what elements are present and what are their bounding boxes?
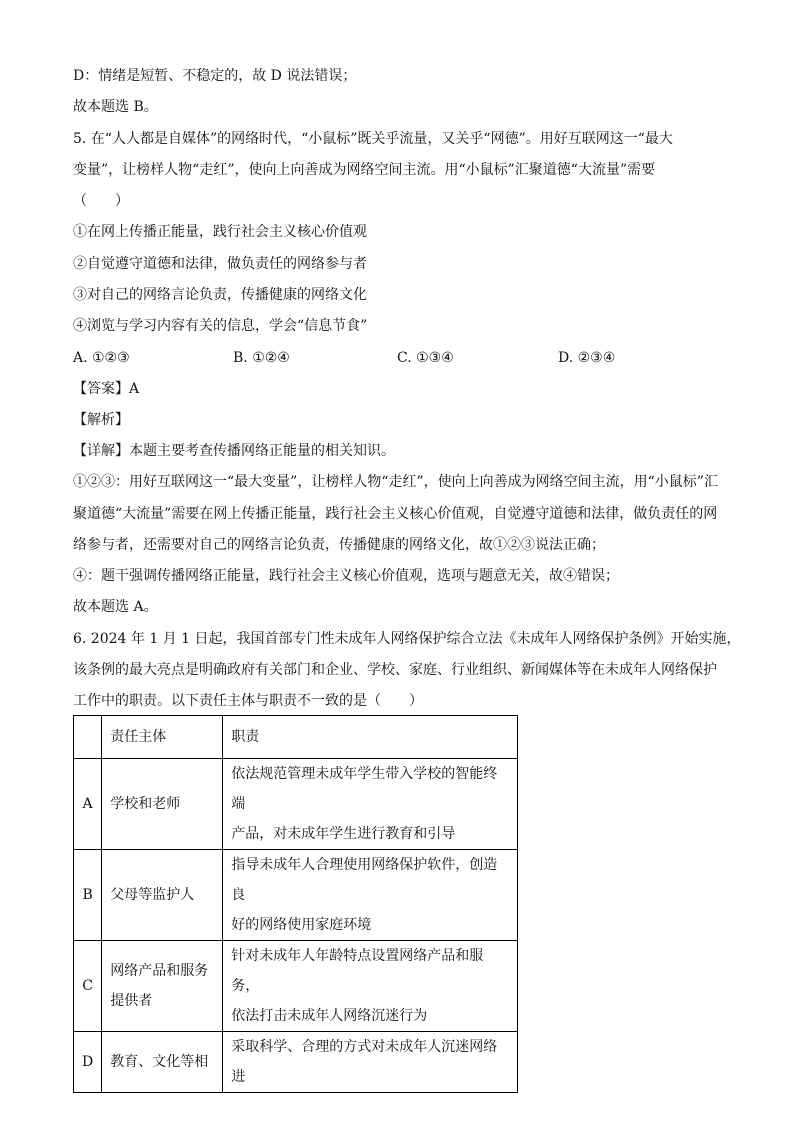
subject-text: 父母等监护人 <box>110 887 195 903</box>
duty-text: 针对未成年人年龄特点设置网络产品和服务， <box>231 948 484 994</box>
row-label: A <box>74 759 102 850</box>
option-c: C. ①③④ <box>397 350 454 366</box>
detail-line: 【详解】本题主要考查传播网络正能量的相关知识。 <box>73 443 395 459</box>
duty-text: 依法规范管理未成年学生带入学校的智能终端 <box>231 766 498 812</box>
analysis-heading: 【解析】 <box>73 412 129 428</box>
subject-cell <box>102 850 223 941</box>
table-row <box>74 941 518 1032</box>
duty-cell <box>223 1032 518 1093</box>
subject-text: 网络产品和服务 <box>110 963 209 979</box>
question-6-stem: 该条例的最大亮点是明确政府有关部门和企业、学校、家庭、行业组织、新闻媒体等在未成年人网络保护 <box>73 662 717 678</box>
row-label: B <box>74 850 102 941</box>
subject-text: 教育、文化等相 <box>110 1054 209 1070</box>
text-line: D：情绪是短暂、不稳定的，故 D 说法错误； <box>73 68 357 84</box>
subject-cell <box>102 759 223 850</box>
option-d: D. ②③④ <box>558 350 616 366</box>
duty-cell <box>223 850 518 941</box>
row-label: C <box>74 941 102 1032</box>
table-row <box>74 1032 518 1093</box>
explanation-line: 聚道德“大流量”需要在网上传播正能量，践行社会主义核心价值观，自觉遵守道德和法律，做负责任的网 <box>73 506 718 522</box>
table-row <box>74 850 518 941</box>
question-5-stem: 5. 在“人人都是自媒体”的网络时代，“小鼠标”既关乎流量，又关乎“网德”。用好互联网这一“最大 <box>73 131 673 147</box>
option-b: B. ①②④ <box>233 350 290 366</box>
row-label: D <box>74 1032 102 1093</box>
statement-2: ②自觉遵守道德和法律，做负责任的网络参与者 <box>73 256 367 272</box>
header-cell-blank <box>74 716 102 759</box>
responsibility-table <box>73 715 518 1093</box>
statement-1: ①在网上传播正能量，践行社会主义核心价值观 <box>73 224 367 240</box>
table-row <box>74 759 518 850</box>
explanation-line: 络参与者，还需要对自己的网络言论负责，传播健康的网络文化，故①②③说法正确； <box>73 537 605 553</box>
statement-4: ④浏览与学习内容有关的信息，学会“信息节食” <box>73 318 368 334</box>
statement-3: ③对自己的网络言论负责，传播健康的网络文化 <box>73 287 367 303</box>
subject-text: 提供者 <box>110 993 153 1009</box>
duty-cell <box>223 941 518 1032</box>
explanation-line: ①②③：用好互联网这一“最大变量”，让榜样人物“走红”，使向上向善成为网络空间主流，用“小鼠标”汇 <box>73 474 718 490</box>
text-line: 故本题选 B。 <box>73 99 158 115</box>
duty-text: 依法打击未成年人网络沉迷行为 <box>231 1008 428 1024</box>
duty-text: 好的网络使用家庭环境 <box>231 917 372 933</box>
answer-line: 【答案】A <box>73 381 140 397</box>
header-cell-duty: 职责 <box>223 716 518 759</box>
question-6-stem: 6. 2024 年 1 月 1 日起，我国首部专门性未成年人网络保护综合立法《未成年人网络保护条例》开始实施， <box>73 631 741 647</box>
header-cell-subject: 责任主体 <box>102 716 223 759</box>
subject-cell <box>102 941 223 1032</box>
duty-text: 指导未成年人合理使用网络保护软件，创造良 <box>231 857 498 903</box>
explanation-line: ④：题干强调传播网络正能量，践行社会主义核心价值观，选项与题意无关，故④错误； <box>73 568 619 584</box>
table-header-row <box>74 716 518 759</box>
question-5-stem: 变量”，让榜样人物“走红”，使向上向善成为网络空间主流。用“小鼠标”汇聚道德“大流量”需要 <box>73 162 656 178</box>
duty-text: 采取科学、合理的方式对未成年人沉迷网络进 <box>231 1039 498 1085</box>
option-a: A. ①②③ <box>73 350 130 366</box>
conclusion-line: 故本题选 A。 <box>73 599 158 615</box>
question-5-blank: （ ） <box>73 193 129 209</box>
duty-text: 产品，对未成年学生进行教育和引导 <box>231 826 456 842</box>
subject-cell <box>102 1032 223 1093</box>
answer-options <box>73 348 723 368</box>
question-6-stem: 工作中的职责。以下责任主体与职责不一致的是（ ） <box>73 693 423 709</box>
subject-text: 学校和老师 <box>110 796 181 812</box>
duty-cell <box>223 759 518 850</box>
